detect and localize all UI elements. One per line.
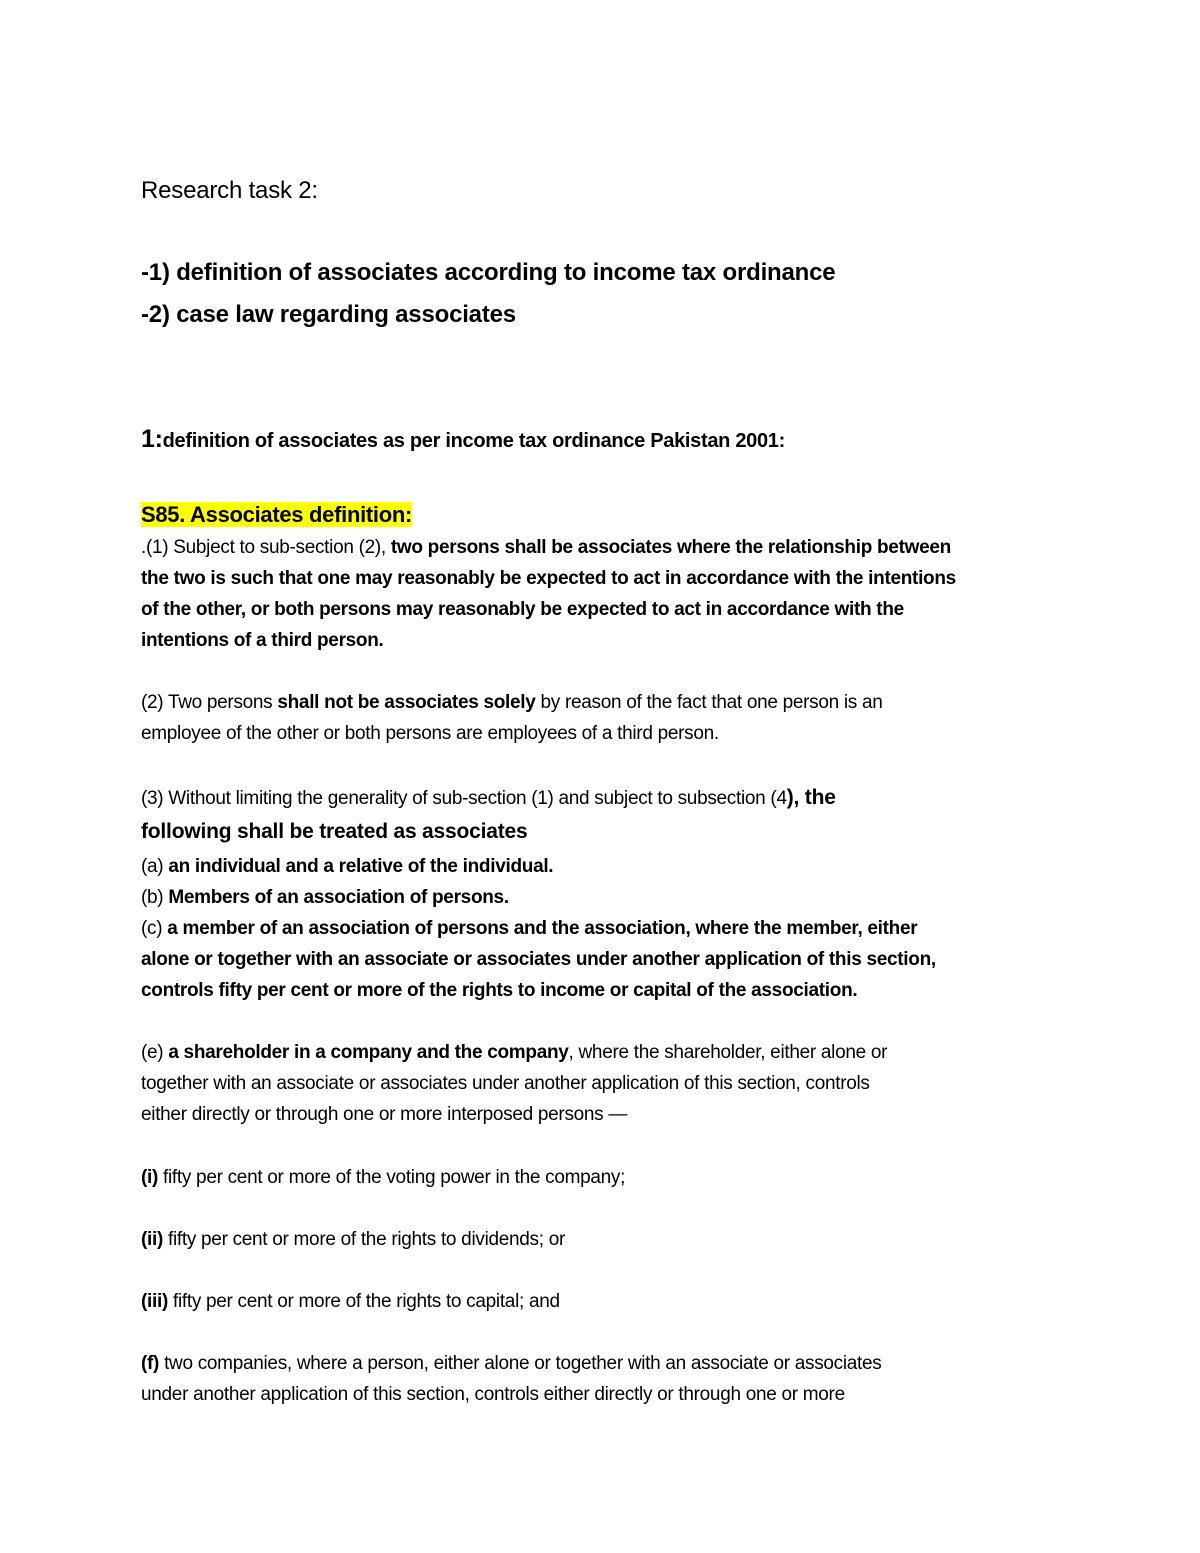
- item-c-line-1: [141, 917, 917, 941]
- item-a-label: (a): [141, 856, 169, 877]
- para-1-lead: .(1) Subject to sub-section (2),: [141, 537, 391, 558]
- item-e-bold: a shareholder in a company and the company: [168, 1042, 569, 1063]
- item-b-label: (b): [141, 887, 169, 908]
- item-e-line-2: [141, 1072, 870, 1096]
- para-2-lead: (2) Two persons: [141, 692, 278, 713]
- para-2-text-2: employee of the other or both persons are employees of a third person.: [141, 723, 719, 744]
- item-i-text: fifty per cent or more of the voting power in the company;: [158, 1167, 626, 1188]
- task-item-2-text: -2) case law regarding associates: [141, 301, 516, 328]
- item-f-line-2: [141, 1383, 845, 1407]
- para-1-text-2: the two is such that one may reasonably be expected to act in accordance with the intentions: [141, 568, 956, 589]
- task-item-2: [141, 300, 516, 330]
- item-c-text-2: alone or together with an associate or associates under another application of this section,: [141, 949, 936, 970]
- item-a: [141, 855, 553, 879]
- item-f-label: (f): [141, 1353, 160, 1374]
- section-heading: [141, 426, 785, 454]
- item-f-text: two companies, where a person, either alone or together with an associate or associates: [159, 1353, 882, 1374]
- item-iii: [141, 1290, 560, 1314]
- task-item-1-text: -1) definition of associates according to income tax ordinance: [141, 259, 836, 286]
- item-b-text: Members of an association of persons.: [168, 887, 509, 908]
- item-c-text: a member of an association of persons and the association, where the member, either: [167, 918, 918, 939]
- item-ii: [141, 1228, 565, 1252]
- document-title: [141, 176, 318, 206]
- item-c-line-3: [141, 979, 857, 1003]
- para-3-text-2: following shall be treated as associates: [141, 820, 528, 843]
- s85-heading-highlighted: S85. Associates definition:: [141, 502, 413, 527]
- para-1-line-1: [141, 536, 951, 560]
- item-e-line-3: [141, 1103, 627, 1127]
- title-text: Research task 2:: [141, 177, 318, 204]
- para-1-line-3: [141, 598, 904, 622]
- para-1-line-4: [141, 629, 384, 653]
- section-heading-text: definition of associates as per income tax ordinance Pakistan 2001:: [162, 430, 785, 452]
- item-f-line-1: [141, 1352, 882, 1376]
- para-1-bold: two persons shall be associates where the relationship between: [390, 537, 951, 558]
- item-f-text-2: under another application of this section, controls either directly or through one or more: [141, 1384, 845, 1405]
- para-1-text-4: intentions of a third person.: [141, 630, 384, 651]
- item-e-text-3: either directly or through one or more interposed persons —: [141, 1104, 628, 1125]
- item-a-text: an individual and a relative of the individual.: [168, 856, 554, 877]
- item-b: [141, 886, 509, 910]
- para-2-line-1: [141, 691, 883, 715]
- item-c-text-3: controls fifty per cent or more of the rights to income or capital of the association.: [141, 980, 858, 1001]
- para-3-line-2: [141, 820, 527, 844]
- s85-heading: [141, 502, 412, 530]
- para-3-lead: (3) Without limiting the generality of sub-section (1) and subject to subsection (4: [141, 788, 787, 809]
- item-iii-label: (iii): [141, 1291, 168, 1312]
- item-e-line-1: [141, 1041, 887, 1065]
- item-i-label: (i): [141, 1167, 159, 1188]
- item-ii-label: (ii): [141, 1229, 164, 1250]
- item-e-text-2: together with an associate or associates under another application of this section, controls: [141, 1073, 870, 1094]
- item-ii-text: fifty per cent or more of the rights to dividends; or: [163, 1229, 566, 1250]
- item-e-rest: , where the shareholder, either alone or: [568, 1042, 888, 1063]
- para-2-bold: shall not be associates solely: [277, 692, 536, 713]
- para-3-line-1: [141, 786, 836, 811]
- para-2-rest: by reason of the fact that one person is an: [535, 692, 883, 713]
- para-1-line-2: [141, 567, 956, 591]
- item-iii-text: fifty per cent or more of the rights to capital; and: [168, 1291, 560, 1312]
- item-c-label: (c): [141, 918, 168, 939]
- para-2-line-2: [141, 722, 719, 746]
- para-1-text-3: of the other, or both persons may reasonably be expected to act in accordance with the: [141, 599, 904, 620]
- item-c-line-2: [141, 948, 936, 972]
- task-item-1: [141, 258, 835, 288]
- item-e-label: (e): [141, 1042, 169, 1063]
- section-number: 1:: [141, 425, 163, 453]
- item-i: [141, 1166, 625, 1190]
- para-3-bold: ), the: [786, 786, 836, 809]
